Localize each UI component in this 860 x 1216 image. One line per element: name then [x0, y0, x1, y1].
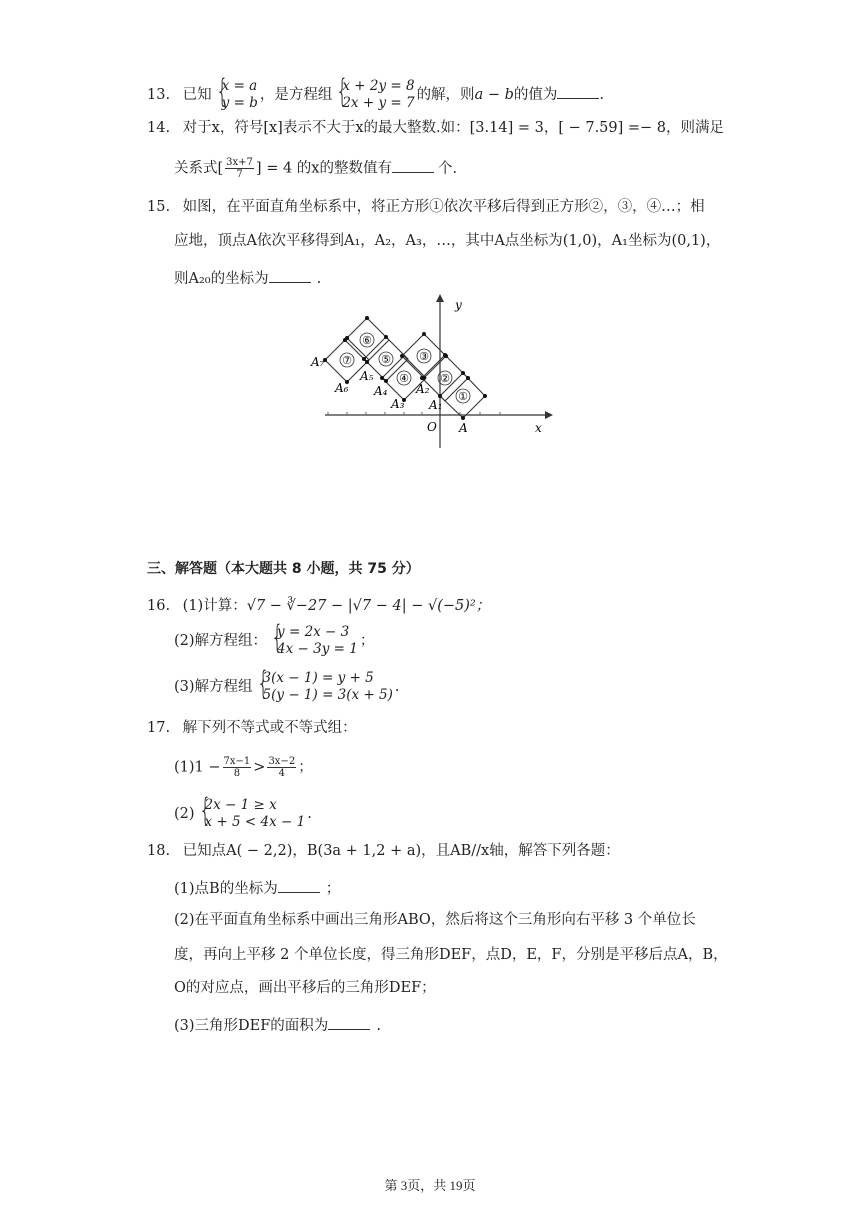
q18-part2-line-1: (2)在平面直角坐标系中画出三角形ABO，然后将这个三角形向右平移 3 个单位长 — [174, 912, 696, 928]
label-a5: A₅ — [360, 369, 374, 383]
q15-line-2: 应地，顶点A依次平移得到A₁，A₂，A₃，…，其中A点坐标为(1,0)，A₁坐标为(0,1)， — [174, 233, 721, 249]
q16-part2-end: ； — [359, 633, 375, 649]
q18-number: 18. — [147, 843, 171, 859]
y-axis-arrow — [436, 294, 444, 302]
page-footer: 第 3页，共 19页 — [384, 1178, 476, 1193]
q16-part1-expr: √7 − ∛−27 − |√7 − 4| − √(−5)²； — [246, 598, 491, 614]
label-square-7: ⑦ — [342, 354, 352, 367]
label-square-2: ② — [440, 372, 450, 385]
q14-line-2 — [174, 157, 457, 180]
q14-text-2c: 个. — [437, 160, 458, 177]
q14-line-1 — [147, 120, 724, 137]
q17-fraction-2: $\frac{3x-2}{4}$ — [268, 756, 296, 779]
q13-text-3: 的解，则 — [416, 87, 475, 103]
label-a1: A₁ — [429, 398, 443, 412]
q18-part3-blank — [328, 1015, 370, 1030]
q18-part1-blank — [278, 878, 320, 893]
q14-text-2a: 关系式[ — [174, 160, 224, 177]
q16-line-2 — [174, 624, 374, 658]
q18-part1-end: ； — [325, 881, 341, 897]
q17-part2-label: (2) — [174, 806, 195, 822]
q16-part2-label: (2)解方程组： — [174, 633, 268, 649]
q15-text-3a: 则A₂₀的坐标为 — [174, 271, 269, 287]
q16-line-1 — [147, 598, 490, 615]
label-a2: A₂ — [416, 382, 430, 396]
q17-line-3 — [174, 797, 312, 831]
label-square-6: ⑥ — [362, 334, 372, 347]
q14-answer-blank — [392, 158, 434, 173]
q18-part1-label: (1)点B的坐标为 — [174, 881, 278, 897]
q17-part1-label: (1)1 − — [174, 759, 221, 776]
q18-part3-end: . — [376, 1018, 381, 1034]
point-a-label: A — [459, 421, 468, 435]
q18-part2-line-2: 度，再向上平移 2 个单位长度，得三角形DEF，点D，E，F，分别是平移后点A，B， — [174, 947, 728, 963]
q15-answer-blank — [269, 268, 311, 283]
label-a3: A₃ — [391, 397, 405, 411]
q14-number: 14. — [147, 120, 171, 136]
q13-period: . — [599, 87, 604, 103]
q13-line — [147, 78, 604, 112]
x-axis-label: x — [535, 421, 542, 435]
q17-text-1: 解下列不等式或不等式组： — [182, 720, 357, 736]
q13-answer-blank — [557, 84, 599, 99]
x-axis-arrow — [545, 411, 553, 419]
q17-part2-end: . — [307, 806, 312, 822]
q16-part2-system: { y = 2x − 3 4x − 3y = 1 — [269, 624, 358, 658]
label-square-4: ④ — [399, 372, 409, 385]
q18-line-1 — [147, 843, 620, 860]
q16-part1-label: (1)计算： — [182, 598, 247, 614]
q15-line-3 — [174, 268, 321, 288]
q15-text-1: 如图，在平面直角坐标系中，将正方形①依次平移后得到正方形②，③，④…；相 — [182, 199, 705, 215]
q16-line-3 — [174, 670, 400, 704]
q15-number: 15. — [147, 199, 171, 215]
label-a7: A₇ — [311, 355, 325, 369]
q18-text-1: 已知点A( − 2,2)，B(3a + 1,2 + a)，且AB//x轴，解答下列各题： — [182, 843, 620, 859]
q16-part3-system: { 3(x − 1) = y + 5 5(y − 1) = 3(x + 5) — [255, 670, 393, 704]
q13-expr: a − b — [474, 87, 514, 103]
label-square-1: ① — [458, 390, 468, 403]
q13-text-1: 已知 — [182, 87, 212, 103]
q17-number: 17. — [147, 720, 171, 736]
q13-system-b: { x + 2y = 8 2x + y = 7 — [334, 78, 414, 112]
q13-system-a: { x = a y = b — [214, 78, 258, 112]
q18-line-2 — [174, 878, 340, 898]
coordinate-figure — [305, 288, 555, 453]
q16-part3-label: (3)解方程组 — [174, 679, 253, 695]
q18-part3-label: (3)三角形DEF的面积为 — [174, 1018, 329, 1034]
q17-line-1 — [147, 720, 357, 737]
q13-text-4: 的值为 — [513, 87, 558, 103]
q17-part1-end: ； — [298, 759, 313, 776]
q17-part2-system: { 2x − 1 ≥ x x + 5 < 4x − 1 — [197, 797, 306, 831]
q13-number: 13. — [147, 87, 171, 103]
q14-text-1: 对于x，符号[x]表示不大于x的最大整数.如：[3.14] = 3，[ − 7.59] =− 8，则满足 — [182, 120, 725, 136]
q18-line-6 — [174, 1015, 381, 1035]
section-3-heading: 三、解答题（本大题共 8 小题，共 75 分） — [147, 561, 420, 577]
q16-number: 16. — [147, 598, 171, 614]
q18-part2-line-3: O的对应点，画出平移后的三角形DEF； — [174, 980, 436, 996]
q15-period: . — [316, 271, 322, 287]
label-square-3: ③ — [419, 350, 429, 363]
q17-line-2 — [174, 756, 313, 779]
label-square-5: ⑤ — [381, 353, 391, 366]
y-axis-label: y — [455, 298, 462, 312]
origin-label: O — [427, 420, 437, 434]
q17-gt: > — [253, 759, 266, 776]
q14-text-2b: ] = 4 的x的整数值有 — [255, 160, 392, 177]
label-a4: A₄ — [374, 384, 388, 398]
q14-fraction: $\frac{3x+7}{7}$ — [226, 157, 253, 180]
q15-line-1 — [147, 199, 705, 216]
q13-text-2: ，是方程组 — [259, 87, 333, 103]
q17-fraction-1: $\frac{7x-1}{8}$ — [223, 756, 251, 779]
square-labels — [340, 333, 470, 403]
vertex-dots — [323, 316, 487, 420]
q16-part3-end: . — [394, 679, 400, 695]
label-a6: A₆ — [335, 381, 349, 395]
